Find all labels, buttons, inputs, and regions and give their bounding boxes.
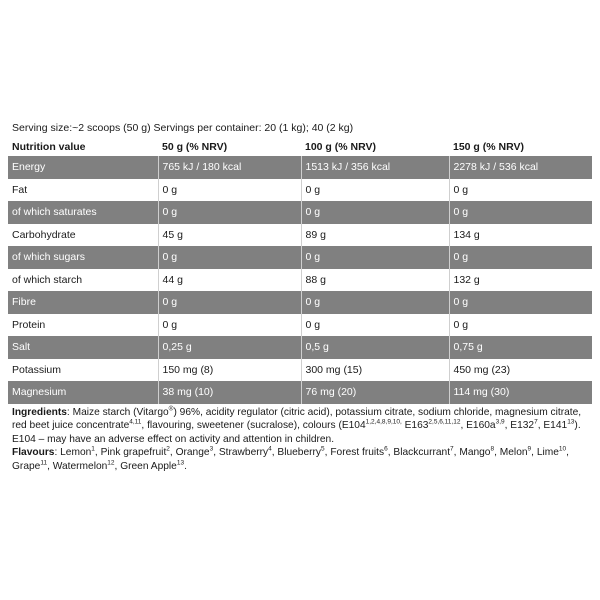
header-nutrition-value: Nutrition value bbox=[12, 141, 86, 153]
row-label: Protein bbox=[8, 314, 158, 337]
row-label: Fat bbox=[8, 179, 158, 202]
table-row-salt bbox=[8, 336, 592, 359]
flavour-name: Lemon bbox=[60, 447, 92, 458]
footnote-ref: 5 bbox=[321, 445, 325, 453]
ingredients-part: , E132 bbox=[504, 420, 535, 431]
table-row-saturates bbox=[8, 201, 592, 224]
footnote-ref: 9 bbox=[527, 445, 532, 453]
cell-100g: 0 g bbox=[301, 246, 449, 269]
ingredients-part: ) 96%, acidity regulator (citric acid), potassium citrate, sodium chloride, magnesium citrate, red beet juice concentrate bbox=[12, 406, 582, 431]
table-row-fat bbox=[8, 179, 592, 202]
cell-50g: 38 mg (10) bbox=[158, 381, 301, 404]
flavour-name: Watermelon bbox=[52, 460, 108, 472]
flavour-name: Blackcurrant bbox=[393, 447, 451, 458]
flavour-item bbox=[101, 447, 170, 458]
cell-100g: 0 g bbox=[301, 201, 449, 224]
cell-150g: 114 mg (30) bbox=[449, 381, 592, 404]
footnote-ref: 4 bbox=[268, 445, 272, 453]
ingredients-part: : Maize starch (Vitargo bbox=[66, 406, 169, 418]
flavour-name: Melon bbox=[499, 447, 528, 458]
row-label: of which sugars bbox=[8, 246, 158, 269]
cell-50g: 45 g bbox=[158, 224, 301, 247]
row-label: of which saturates bbox=[8, 201, 158, 224]
ingredients-part: , E160a bbox=[460, 420, 496, 431]
flavour-item bbox=[53, 461, 115, 472]
footnote-ref: 11 bbox=[40, 459, 48, 467]
footnote-ref: 13 bbox=[176, 459, 185, 467]
serving-info: Serving size:~2 scoops (50 g) Servings per container: 20 (1 kg); 40 (2 kg) bbox=[12, 122, 354, 134]
flavour-name: Lime bbox=[536, 447, 559, 458]
row-label: of which starch bbox=[8, 269, 158, 292]
flavour-item bbox=[459, 447, 494, 458]
flavours-colon: : bbox=[54, 447, 61, 458]
flavour-item bbox=[176, 447, 214, 458]
flavour-name: Orange bbox=[175, 447, 210, 458]
flavours-label: Flavours bbox=[12, 447, 55, 458]
flavour-name: Blueberry bbox=[277, 447, 322, 458]
ingredients-part: ). E104 – may have an adverse effect on activity and attention in children. bbox=[12, 420, 581, 445]
cell-50g: 0,25 g bbox=[158, 336, 301, 359]
ingredients-part: E163 bbox=[401, 420, 429, 431]
cell-150g: 0,75 g bbox=[449, 336, 592, 359]
table-row-carbohydrate bbox=[8, 224, 592, 247]
cell-100g: 88 g bbox=[301, 269, 449, 292]
cell-50g: 0 g bbox=[158, 246, 301, 269]
flavour-name: Pink grapefruit bbox=[100, 447, 167, 458]
table-row-protein bbox=[8, 314, 592, 337]
footnote-ref: 8 bbox=[490, 445, 495, 453]
flavour-item bbox=[60, 447, 95, 458]
registered-mark: ® bbox=[168, 405, 174, 413]
flavour-list: Lemon$^1$, Pink grapefruit$^2$, Orange$^3$, Strawberry$^4$, Blueberry$^5$, Forest fruits$^6$, Blackcurrant$^7$, Mango$^8$, Melon$^9$, Lime$^{10}$, Grape$^{11}$, Watermelon$^{12}$, Green Apple$^{13}$. bbox=[12, 445, 569, 472]
row-label: Salt bbox=[8, 336, 158, 359]
cell-150g: 450 mg (23) bbox=[449, 359, 592, 382]
ingredients-part: , E141 bbox=[537, 420, 568, 431]
row-label: Carbohydrate bbox=[8, 224, 158, 247]
flavour-item bbox=[12, 461, 47, 472]
row-label: Magnesium bbox=[8, 381, 158, 404]
cell-50g: 765 kJ / 180 kcal bbox=[158, 156, 301, 179]
header-150g: 150 g (% NRV) bbox=[453, 141, 524, 153]
cell-100g: 0 g bbox=[301, 291, 449, 314]
flavour-item bbox=[537, 447, 566, 458]
cell-100g: 76 mg (20) bbox=[301, 381, 449, 404]
header-50g: 50 g (% NRV) bbox=[162, 141, 228, 153]
cell-150g: 0 g bbox=[449, 179, 592, 202]
footnote-ref: 2 bbox=[166, 445, 170, 453]
cell-100g: 300 mg (15) bbox=[301, 359, 449, 382]
nutrition-panel bbox=[8, 121, 592, 473]
table-row-magnesium bbox=[8, 381, 592, 404]
cell-150g: 2278 kJ / 536 kcal bbox=[449, 156, 592, 179]
cell-100g: 0 g bbox=[301, 179, 449, 202]
cell-50g: 0 g bbox=[158, 201, 301, 224]
nutrition-table bbox=[8, 138, 592, 404]
cell-50g: 0 g bbox=[158, 179, 301, 202]
flavour-item bbox=[219, 447, 272, 458]
table-row-energy bbox=[8, 156, 592, 179]
cell-150g: 0 g bbox=[449, 291, 592, 314]
flavour-item bbox=[393, 447, 453, 458]
table-row-starch bbox=[8, 269, 592, 292]
header-100g: 100 g (% NRV) bbox=[305, 141, 376, 153]
flavour-name: Green Apple bbox=[120, 460, 177, 472]
footnote-ref: 1 bbox=[91, 445, 95, 453]
cell-150g: 132 g bbox=[449, 269, 592, 292]
cell-50g: 44 g bbox=[158, 269, 301, 292]
cell-100g: 0,5 g bbox=[301, 336, 449, 359]
footnote-ref: 4,11 bbox=[129, 418, 142, 426]
row-label: Potassium bbox=[8, 359, 158, 382]
flavour-name: Forest fruits bbox=[330, 447, 385, 458]
ingredients-text bbox=[8, 406, 592, 447]
footnote-ref: 12 bbox=[107, 459, 115, 467]
row-label: Fibre bbox=[8, 291, 158, 314]
flavour-name: Strawberry bbox=[218, 447, 269, 458]
footnote-ref: 1,2,4,8,9,10, bbox=[365, 418, 402, 426]
footnote-ref: 2,5,6,11,12 bbox=[428, 418, 461, 426]
footnote-ref: 7 bbox=[450, 445, 454, 453]
ingredients-label: Ingredients bbox=[12, 406, 67, 418]
flavour-name: Grape bbox=[12, 460, 41, 472]
table-row-fibre bbox=[8, 291, 592, 314]
cell-100g: 1513 kJ / 356 kcal bbox=[301, 156, 449, 179]
flavour-item bbox=[277, 447, 324, 458]
footnote-ref: 10 bbox=[558, 445, 567, 453]
cell-100g: 89 g bbox=[301, 224, 449, 247]
cell-150g: 0 g bbox=[449, 201, 592, 224]
cell-150g: 0 g bbox=[449, 314, 592, 337]
flavour-item bbox=[120, 461, 184, 472]
footnote-ref: 7 bbox=[534, 418, 538, 426]
flavours-text bbox=[8, 446, 592, 473]
ingredients-part: , flavouring, sweetener (sucralose), colours (E104 bbox=[141, 420, 366, 431]
footnote-ref: 6 bbox=[384, 445, 388, 453]
table-header-row bbox=[8, 138, 592, 156]
flavour-item bbox=[500, 447, 531, 458]
flavour-item bbox=[330, 447, 387, 458]
footnote-ref: 3 bbox=[209, 445, 214, 453]
row-label: Energy bbox=[8, 156, 158, 179]
flavour-name: Mango bbox=[459, 447, 491, 458]
table-row-potassium bbox=[8, 359, 592, 382]
cell-50g: 0 g bbox=[158, 291, 301, 314]
cell-50g: 150 mg (8) bbox=[158, 359, 301, 382]
footnote-ref: 3,9 bbox=[495, 418, 505, 426]
cell-50g: 0 g bbox=[158, 314, 301, 337]
cell-150g: 134 g bbox=[449, 224, 592, 247]
table-row-sugars bbox=[8, 246, 592, 269]
footnote-ref: 13 bbox=[567, 418, 575, 426]
cell-150g: 0 g bbox=[449, 246, 592, 269]
cell-100g: 0 g bbox=[301, 314, 449, 337]
